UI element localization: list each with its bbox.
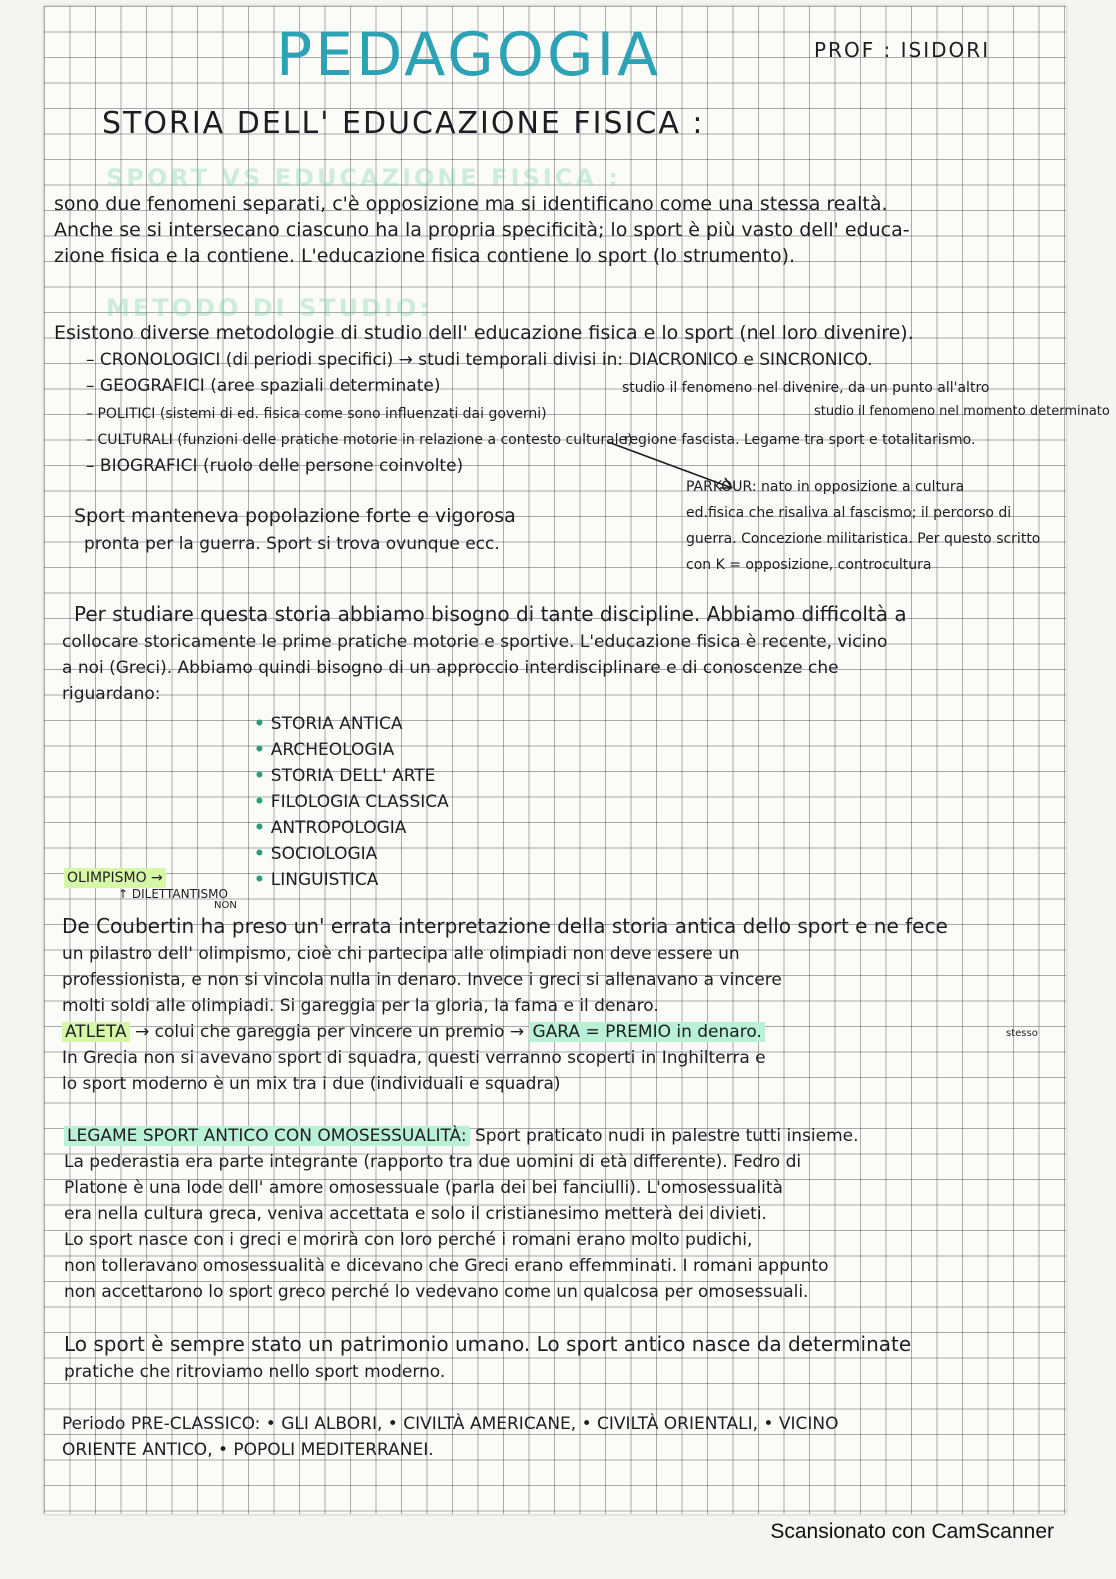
parkour-note [686, 474, 1040, 578]
professor-label: PROF : ISIDORI [814, 38, 991, 62]
section-title: STORIA DELL' EDUCAZIONE FISICA : [102, 106, 705, 141]
parkour-line-2: ed.fisica che risaliva al fascismo; il percorso di [686, 505, 1012, 521]
coubertin-line-2: un pilastro dell' olimpismo, cioè chi partecipa alle olimpiadi non deve essere un [62, 944, 740, 964]
non-label: NON [214, 900, 237, 911]
faded-subtitle-2: METODO DI STUDIO: [106, 294, 432, 322]
patrimonio-line-1: Lo sport è sempre stato un patrimonio umano. Lo sport antico nasce da determinate [64, 1332, 912, 1356]
squadra-line-2: lo sport moderno è un mix tra i due (individuali e squadra) [62, 1074, 561, 1094]
omosessualita-label: LEGAME SPORT ANTICO CON OMOSESSUALITÀ: [64, 1126, 470, 1146]
gara-label: GARA = PREMIO in denaro. [529, 1022, 764, 1042]
method-item [86, 374, 440, 400]
patrimonio-line-2: pratiche che ritroviamo nello sport moderno. [64, 1362, 446, 1382]
sport-note-2: pronta per la guerra. Sport si trova ovunque ecc. [84, 534, 500, 554]
periodo-line-2: ORIENTE ANTICO, • POPOLI MEDITERRANEI. [62, 1440, 434, 1460]
method-item [86, 454, 463, 480]
methods-intro: Esistono diverse metodologie di studio dell' educazione fisica e lo sport (nel loro divenire). [54, 322, 914, 344]
method-cronologici: CRONOLOGICI (di periodi specifici) → studi temporali divisi in: DIACRONICO e SINCRONICO. [99, 350, 873, 370]
omosessualita-line-5: non tolleravano omosessualità e dicevano che Greci erano effemminati. I romani appunto [64, 1256, 829, 1276]
parkour-line-3: guerra. Concezione militaristica. Per questo scritto [686, 531, 1041, 547]
sincronico-note: studio il fenomeno nel momento determinato [814, 404, 1110, 419]
stesso-note: stesso [1006, 1028, 1038, 1039]
method-politici: POLITICI (sistemi di ed. fisica come sono influenzati dai governi) [97, 406, 547, 422]
omosessualita-first-row [64, 1124, 859, 1150]
method-item [86, 402, 547, 426]
method-item [86, 428, 633, 452]
sport-note-1: Sport manteneva popolazione forte e vigorosa [74, 505, 516, 527]
coubertin-line-4: molti soldi alle olimpiadi. Si gareggia per la gloria, la fama e il denaro. [62, 996, 659, 1016]
atleta-text: → colui che gareggia per vincere un premio → [135, 1022, 525, 1042]
notebook-page [44, 6, 1110, 1514]
camscanner-watermark: Scansionato con CamScanner [770, 1520, 1054, 1543]
omosessualita-first: Sport praticato nudi in palestre tutti insieme. [475, 1126, 859, 1146]
coubertin-line-1: De Coubertin ha preso un' errata interpretazione della storia antica dello sport e ne fece [62, 914, 948, 938]
discipline-item: • STORIA DELL' ARTE [254, 764, 435, 790]
atleta-label: ATLETA [62, 1022, 130, 1042]
olimpismo-label: OLIMPISMO → [64, 868, 166, 888]
periodo-line-1: Periodo PRE-CLASSICO: • GLI ALBORI, • CIVILTÀ AMERICANE, • CIVILTÀ ORIENTALI, • VICINO [62, 1414, 839, 1434]
omosessualita-line-3: era nella cultura greca, veniva accettata e solo il cristianesimo metterà dei divieti. [64, 1204, 767, 1224]
disciplines-line-1: Per studiare questa storia abbiamo bisogno di tante discipline. Abbiamo difficoltà a [74, 602, 907, 626]
dilettantismo-label: ↑ DILETTANTISMO [118, 887, 228, 901]
method-item [86, 348, 873, 374]
diacronico-note: studio il fenomeno nel divenire, da un punto all'altro [622, 380, 990, 396]
politici-note: regione fascista. Legame tra sport e totalitarismo. [624, 432, 976, 448]
discipline-item: • ANTROPOLOGIA [254, 816, 406, 842]
disciplines-line-4: riguardano: [62, 684, 161, 704]
intro-line-2: Anche se si intersecano ciascuno ha la propria specificità; lo sport è più vasto dell' educa- [54, 219, 910, 241]
atleta-row [62, 1020, 765, 1046]
parkour-line-4: con K = opposizione, controcultura [686, 557, 932, 573]
discipline-item: • STORIA ANTICA [254, 712, 402, 738]
intro-line-3: zione fisica e la contiene. L'educazione fisica contiene lo sport (lo strumento). [54, 245, 796, 267]
method-culturali: CULTURALI (funzioni delle pratiche motorie in relazione a contesto culturale) [97, 432, 633, 448]
intro-line-1: sono due fenomeni separati, c'è opposizione ma si identificano come una stessa realtà. [54, 193, 888, 215]
squadra-line-1: In Grecia non si avevano sport di squadra, questi verranno scoperti in Inghilterra e [62, 1048, 766, 1068]
discipline-item: • ARCHEOLOGIA [254, 738, 394, 764]
parkour-line-1: PARKOUR: nato in opposizione a cultura [686, 479, 965, 495]
discipline-item: • LINGUISTICA [254, 868, 378, 894]
discipline-item: • SOCIOLOGIA [254, 842, 377, 868]
discipline-item: • FILOLOGIA CLASSICA [254, 790, 449, 816]
faded-subtitle: SPORT VS EDUCAZIONE FISICA : [106, 164, 621, 192]
disciplines-line-2: collocare storicamente le prime pratiche motorie e sportive. L'educazione fisica è recente, vicino [62, 632, 888, 652]
method-geografici: GEOGRAFICI (aree spaziali determinate) [99, 376, 441, 396]
omosessualita-line-4: Lo sport nasce con i greci e morirà con loro perché i romani erano molto pudichi, [64, 1230, 753, 1250]
omosessualita-line-6: non accettarono lo sport greco perché lo vedevano come un qualcosa per omosessuali. [64, 1282, 809, 1302]
omosessualita-line-1: La pederastia era parte integrante (rapporto tra due uomini di età differente). Fedro di [64, 1152, 802, 1172]
coubertin-line-3: professionista, e non si vincola nulla in denaro. Invece i greci si allenavano a vincere [62, 970, 782, 990]
disciplines-line-3: a noi (Greci). Abbiamo quindi bisogno di un approccio interdisciplinare e di conoscenze che [62, 658, 839, 678]
omosessualita-line-2: Platone è una lode dell' amore omosessuale (parla dei bei fanciulli). L'omosessualità [64, 1178, 783, 1198]
method-biografici: BIOGRAFICI (ruolo delle persone coinvolte) [99, 456, 464, 476]
page-title: PEDAGOGIA [276, 20, 662, 90]
